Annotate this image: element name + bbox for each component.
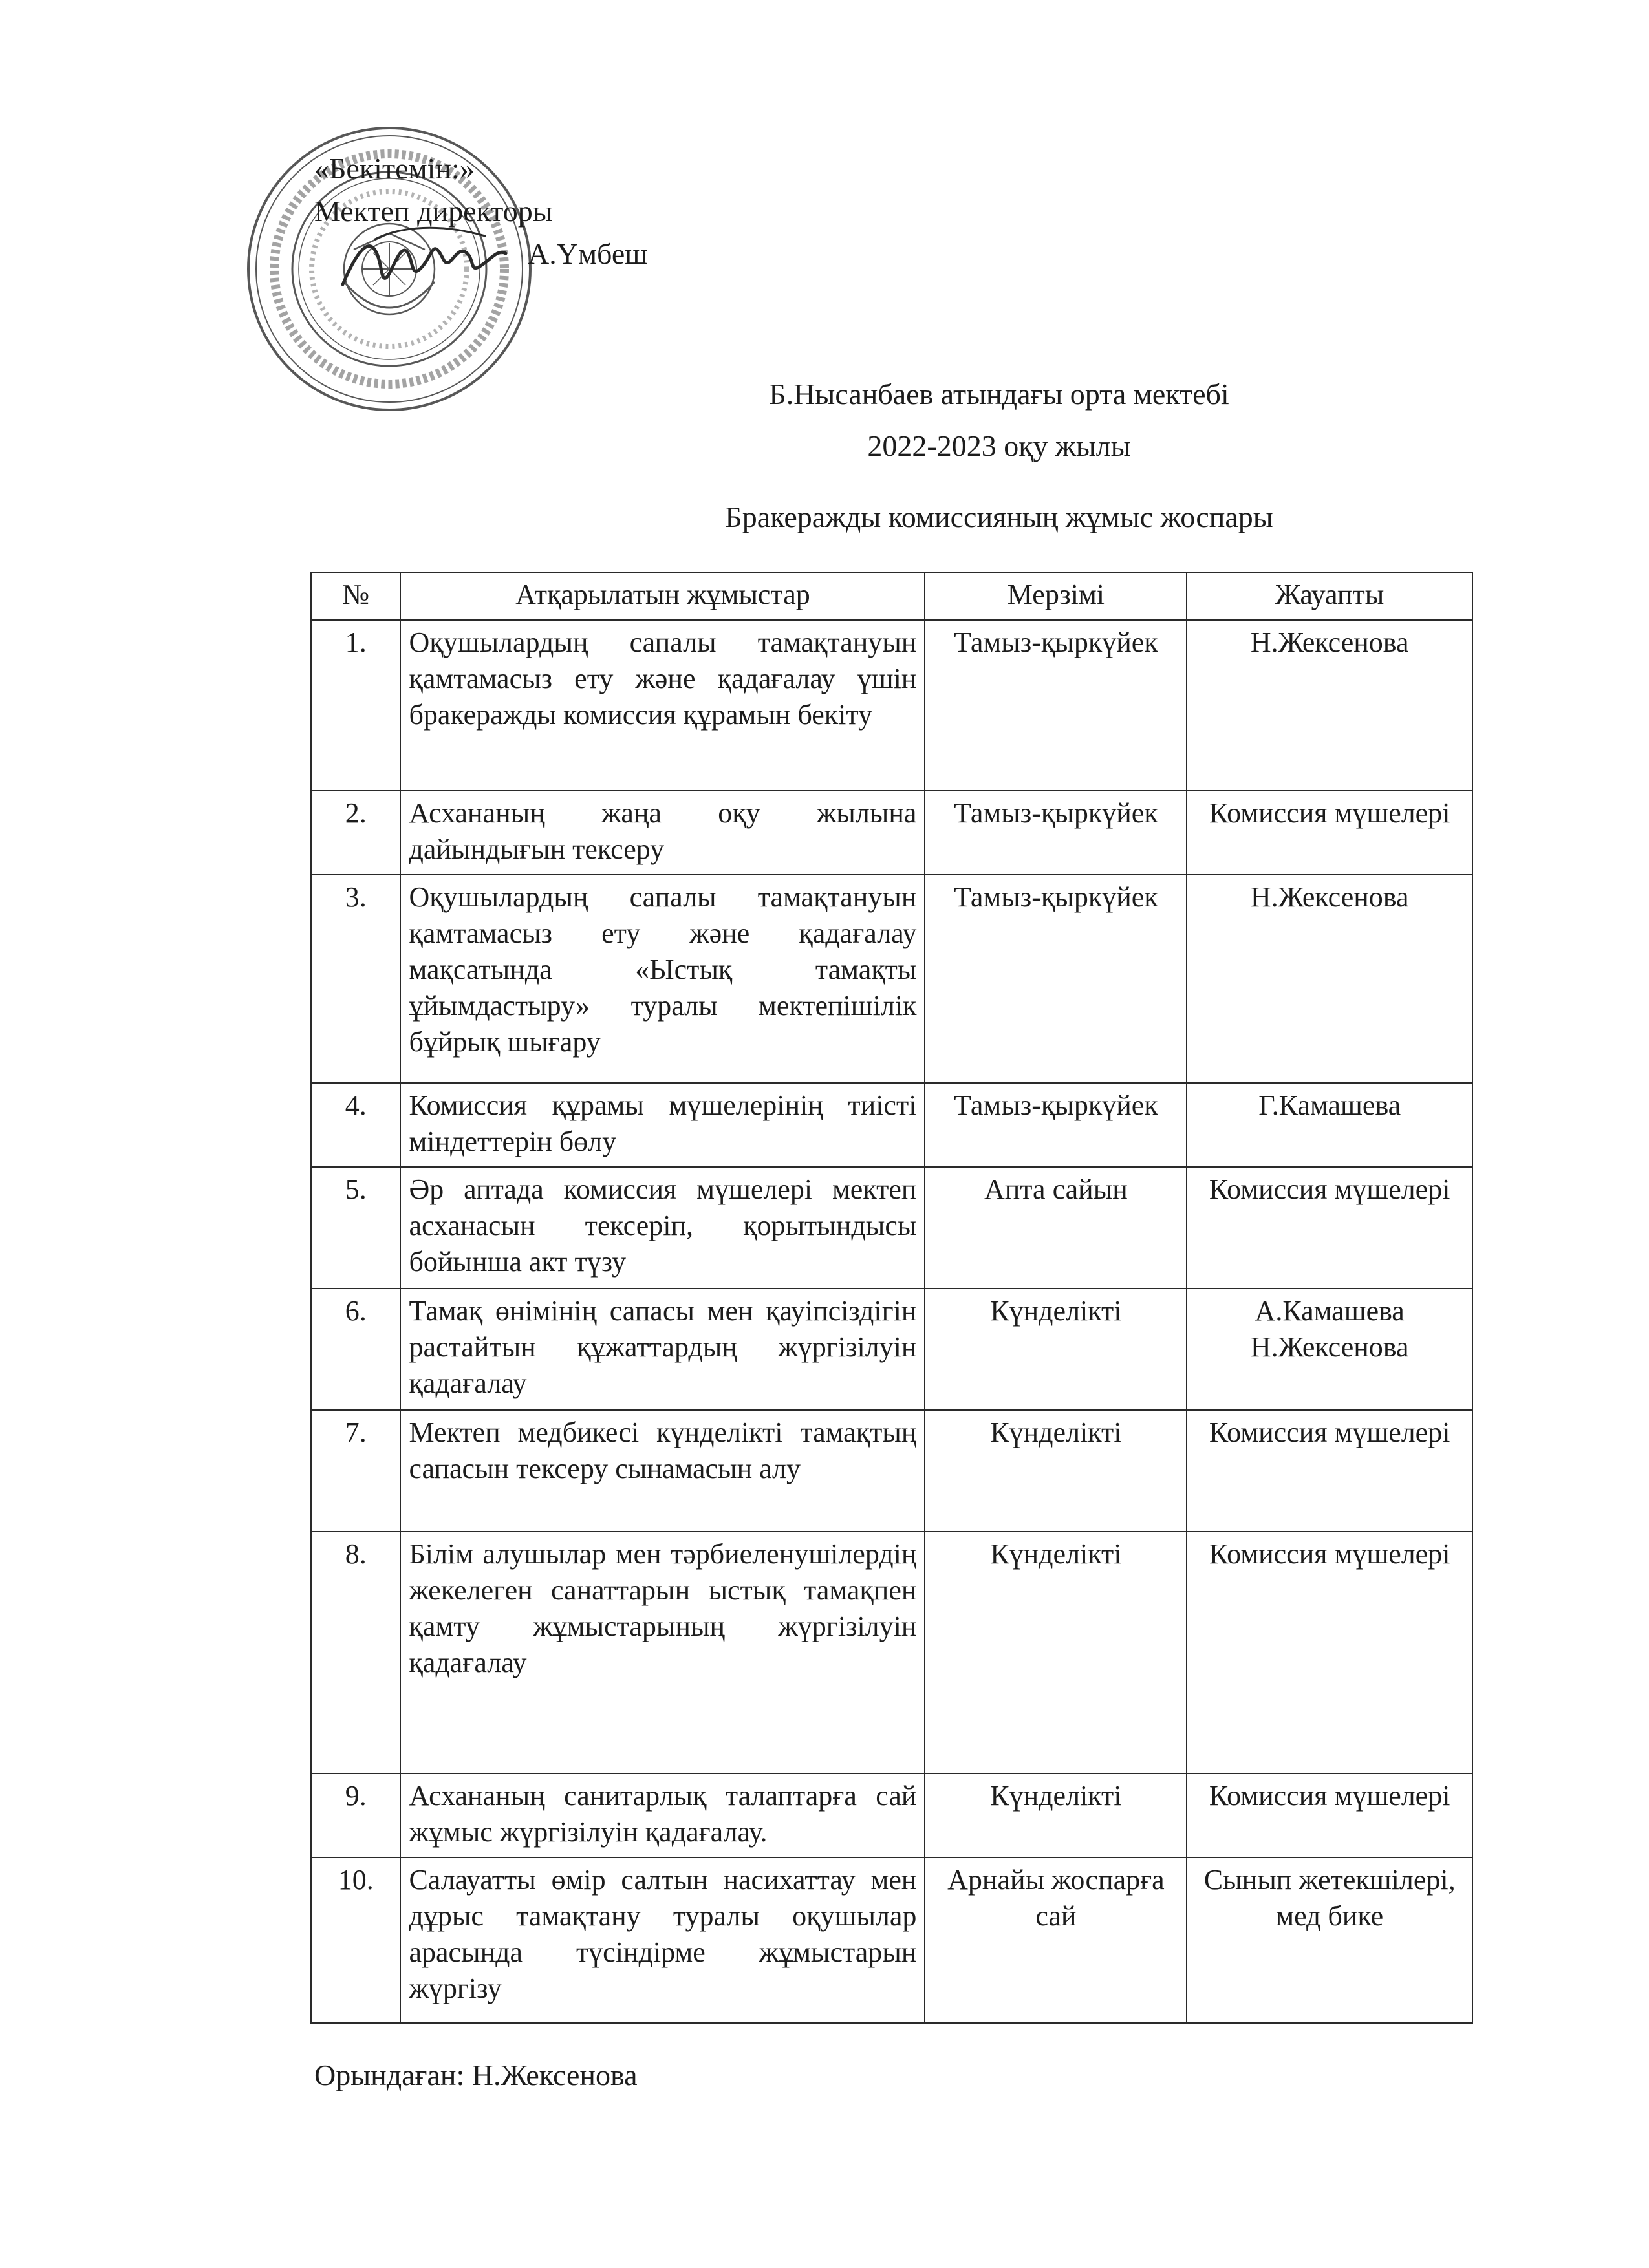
table-row (311, 1410, 1472, 1532)
row-number: 9. (311, 1773, 400, 1857)
row-number: 10. (311, 1857, 400, 2023)
row-number: 1. (311, 620, 400, 791)
row-task: Білім алушылар мен тәрбиеленушілердің жекелеген санаттарын ыстық тамақпен қамту жұмыстарының жүргізілуін қадағалау (400, 1532, 925, 1773)
table-row (311, 791, 1472, 875)
row-task: Оқушылардың сапалы тамақтануын қамтамасыз ету және қадағалау үшін бракеражды комиссия құрамын бекіту (400, 620, 925, 791)
row-task: Салауатты өмір салтын насихаттау мен дұрыс тамақтану туралы оқушылар арасында түсіндірме жұмыстарын жүргізу (400, 1857, 925, 2023)
header-tasks: Атқарылатын жұмыстар (400, 572, 925, 620)
row-responsible: Комиссия мүшелері (1187, 791, 1472, 875)
header-number: № (311, 572, 400, 620)
row-responsible: Комиссия мүшелері (1187, 1773, 1472, 1857)
row-number: 7. (311, 1410, 400, 1532)
header-responsible: Жауапты (1187, 572, 1472, 620)
row-task: Тамақ өнімінің сапасы мен қауіпсіздігін растайтын құжаттардың жүргізілуін қадағалау (400, 1289, 925, 1410)
row-deadline: Күнделікті (925, 1289, 1187, 1410)
row-number: 6. (311, 1289, 400, 1410)
row-responsible: Н.Жексенова (1187, 875, 1472, 1083)
row-task: Мектеп медбикесі күнделікті тамақтың сапасын тексеру сынамасын алу (400, 1410, 925, 1532)
approval-title: «Бекітемін:» (314, 152, 475, 185)
row-responsible: Г.Камашева (1187, 1083, 1472, 1167)
academic-year: 2022-2023 оқу жылы (867, 429, 1131, 462)
row-number: 2. (311, 791, 400, 875)
row-deadline: Тамыз-қыркүйек (925, 875, 1187, 1083)
work-plan-table (310, 572, 1473, 2024)
table-row (311, 620, 1472, 791)
table-row (311, 1532, 1472, 1773)
plan-title: Бракеражды комиссияның жұмыс жоспары (725, 500, 1273, 533)
row-task: Әр аптада комиссия мүшелері мектеп асханасын тексеріп, қорытындысы бойынша акт түзу (400, 1167, 925, 1289)
row-deadline: Күнделікті (925, 1532, 1187, 1773)
row-responsible: Комиссия мүшелері (1187, 1532, 1472, 1773)
header-deadline: Мерзімі (925, 572, 1187, 620)
row-responsible: Комиссия мүшелері (1187, 1410, 1472, 1532)
table-row (311, 1857, 1472, 2023)
school-name: Б.Нысанбаев атындағы орта мектебі (769, 378, 1229, 411)
executor-name: Н.Жексенова (471, 2059, 638, 2091)
row-deadline: Апта сайын (925, 1167, 1187, 1289)
row-responsible: Комиссия мүшелері (1187, 1167, 1472, 1289)
row-deadline: Тамыз-қыркүйек (925, 791, 1187, 875)
row-deadline: Күнделікті (925, 1773, 1187, 1857)
row-responsible: Сынып жетекшілері, мед бике (1187, 1857, 1472, 2023)
row-task: Комиссия құрамы мүшелерінің тиісті міндеттерін бөлу (400, 1083, 925, 1167)
approval-position: Мектеп директоры (314, 195, 553, 228)
executor-label: Орындаған: (314, 2059, 465, 2091)
row-number: 8. (311, 1532, 400, 1773)
row-number: 4. (311, 1083, 400, 1167)
row-deadline: Тамыз-қыркүйек (925, 1083, 1187, 1167)
table-row (311, 1289, 1472, 1410)
row-number: 3. (311, 875, 400, 1083)
table-row (311, 1083, 1472, 1167)
row-responsible: А.Камашева Н.Жексенова (1187, 1289, 1472, 1410)
row-responsible: Н.Жексенова (1187, 620, 1472, 791)
director-signature (336, 213, 511, 304)
table-row (311, 875, 1472, 1083)
table-row (311, 1773, 1472, 1857)
row-deadline: Күнделікті (925, 1410, 1187, 1532)
row-deadline: Тамыз-қыркүйек (925, 620, 1187, 791)
row-task: Асхананың санитарлық талаптарға сай жұмыс жүргізілуін қадағалау. (400, 1773, 925, 1857)
row-task: Оқушылардың сапалы тамақтануын қамтамасыз ету және қадағалау мақсатында «Ыстық тамақты ұйымдастыру» туралы мектепішілік бұйрық шығару (400, 875, 925, 1083)
approval-signatory: А.Үмбеш (528, 237, 648, 270)
row-number: 5. (311, 1167, 400, 1289)
table-row (311, 1167, 1472, 1289)
row-deadline: Арнайы жоспарға сай (925, 1857, 1187, 2023)
table-header-row (311, 572, 1472, 620)
executor-line (314, 2056, 638, 2095)
row-task: Асхананың жаңа оқу жылына дайындығын тексеру (400, 791, 925, 875)
